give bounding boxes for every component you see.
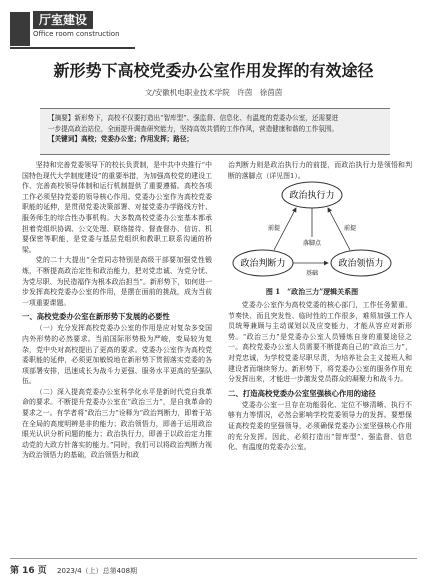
article-authors: 文/安徽机电职业技术学院 许茵 徐茵茵	[144, 88, 283, 97]
edge-label: 前提	[267, 225, 281, 232]
abstract-box	[40, 108, 390, 155]
page-number: 第 16 页	[10, 566, 47, 576]
node-label: 政治领悟力	[338, 259, 384, 269]
footer-rule	[10, 558, 417, 559]
edge-label: 基础	[305, 270, 319, 277]
body-paragraph: （一）充分发挥高校党委办公室的作用是应对复杂多变国内外形势的必然要求。当前国际形势极为严峻，变局较为复杂，党中央对高校提出了更高的要求。党委办公室作为高校党委职能的延伸，必须更加敏锐地在新形势下贯彻落实党委的各项部署安排，迅速成长为战斗力更强、服务水平更高的坚强队伍。	[22, 324, 212, 386]
footer	[10, 563, 137, 576]
figure-diagram	[228, 175, 396, 285]
issue-info: 2023/4（上）总第408期	[57, 567, 138, 575]
article-title: 新形势下高校党委办公室作用发挥的有效途径	[53, 61, 374, 80]
body-paragraph: 党委办公室作为高校党委的核心部门，工作任务繁重、节奏快、而且突发性、临时性的工作很多，难须加强工作人员统筹兼顾与主动谋划以及应变能力，才能从容应对新形势。“政治三力”是党委办公室人员锤炼自身的重要途径之一。高校党委办公室人员需要不断提高自己的“政治三力”，对党忠诚，为学校党委尽职尽责，为培养社会主义接班人和建设者而继续努力。新形势下，将党委办公室的服务作用充分发挥出来，才能进一步激发党员群众的凝聚力和战斗力。	[228, 301, 412, 384]
body-paragraph: 治判断力则是政治执行力的前提，而政治执行力是领悟和判断的落脚点（详见图1）。	[228, 161, 412, 180]
abstract-line: 一步提高政治站位，全面提升调查研究能力，坚持高效共情的工作作风，营造健康和谐的工作氛围。	[48, 124, 339, 133]
body-paragraph: （二）深入提高党委办公室科学化水平是新时代党自我革命的要求。不断提升党委办公室在“政治三力”，是自我革命的要求之一。有学者将“政治三力”诠释为“政治判断力，即着于站在全局的高度明辨是非的能力；政治领悟力，即善于运用政治眼光认识分析问题的能力；政治执行力，即善于以政治定力推动党的大政方针落实的能力。”同时，我们可以将政治判断力视为政治领悟力的基础，政治领悟力和政	[22, 387, 212, 460]
edge-label: 前提	[343, 225, 357, 232]
left-column	[22, 160, 212, 555]
right-column-body	[228, 300, 412, 555]
node-label: 政治执行力	[289, 191, 335, 201]
section-subtitle: Office room construction	[33, 30, 120, 38]
heading-1: 一、高校党委办公室在新形势下发展的必要性	[22, 312, 170, 322]
section-marker	[10, 12, 30, 46]
intro-paragraph: 坚持和完善党委领导下的校长负责制，是中共中央推行“中国特色现代大学制度建设”的重要举措，为加强高校党的建设工作、完善高校领导体制和运行机制提供了重要遵循。高校各项工作必须坚持党委的领导核心作用。党委办公室作为高校党委职能的延伸，是贯彻党委决策部署、对接党委办学路线方针、服务师生的综合性办事机构。大多数高校党委办公室基本都承担着党组织协调、公文处理、联络接待、督查督办、信访、机要保密等职能，是党委与基层党组织和教职工联系沟通的桥梁。	[22, 161, 212, 254]
intro-paragraph: 党的二十大提出“全党同志特别是高级干部要加强党性锻炼，不断提高政治定性和政治能力，把对党忠诚、为党分忧、为党尽职、为民造福作为根本政治担当”。新形势下，如何进一步发挥高校党委办公室的作用，是摆在面前的挑战，成为当前一项重要课题。	[22, 256, 212, 307]
edge-label: 落脚点	[302, 240, 322, 247]
section-title: 厅室建设	[33, 11, 93, 29]
figure-caption: 图 1 “政治三力”逻辑关系图	[265, 287, 359, 296]
keywords: 【关键词】高校；党委办公室；作用发挥；路径；	[48, 135, 194, 143]
section-rule	[10, 47, 135, 49]
body-paragraph: 党委办公室一旦存在功能弱化、定位不够清晰、执行不够有力等情况，必然会影响学校党委领导力的发挥。要想保证高校党委的坚强领导，必须确保党委办公室坚强核心作用的充分发挥。因此，必须打造出“智库型”、强监督、信息化、有温度的党委办公室。	[228, 400, 412, 452]
abstract-line: 【摘要】新形势下，高校不仅要打造出“智库型”、强监督、信息化、有温度的党委办公室，还需要进	[48, 114, 339, 122]
heading-2: 二、打造高校党委办公室坚强核心作用的途径	[228, 388, 376, 398]
figure-1	[228, 175, 396, 285]
node-label: 政治判断力	[240, 259, 286, 269]
